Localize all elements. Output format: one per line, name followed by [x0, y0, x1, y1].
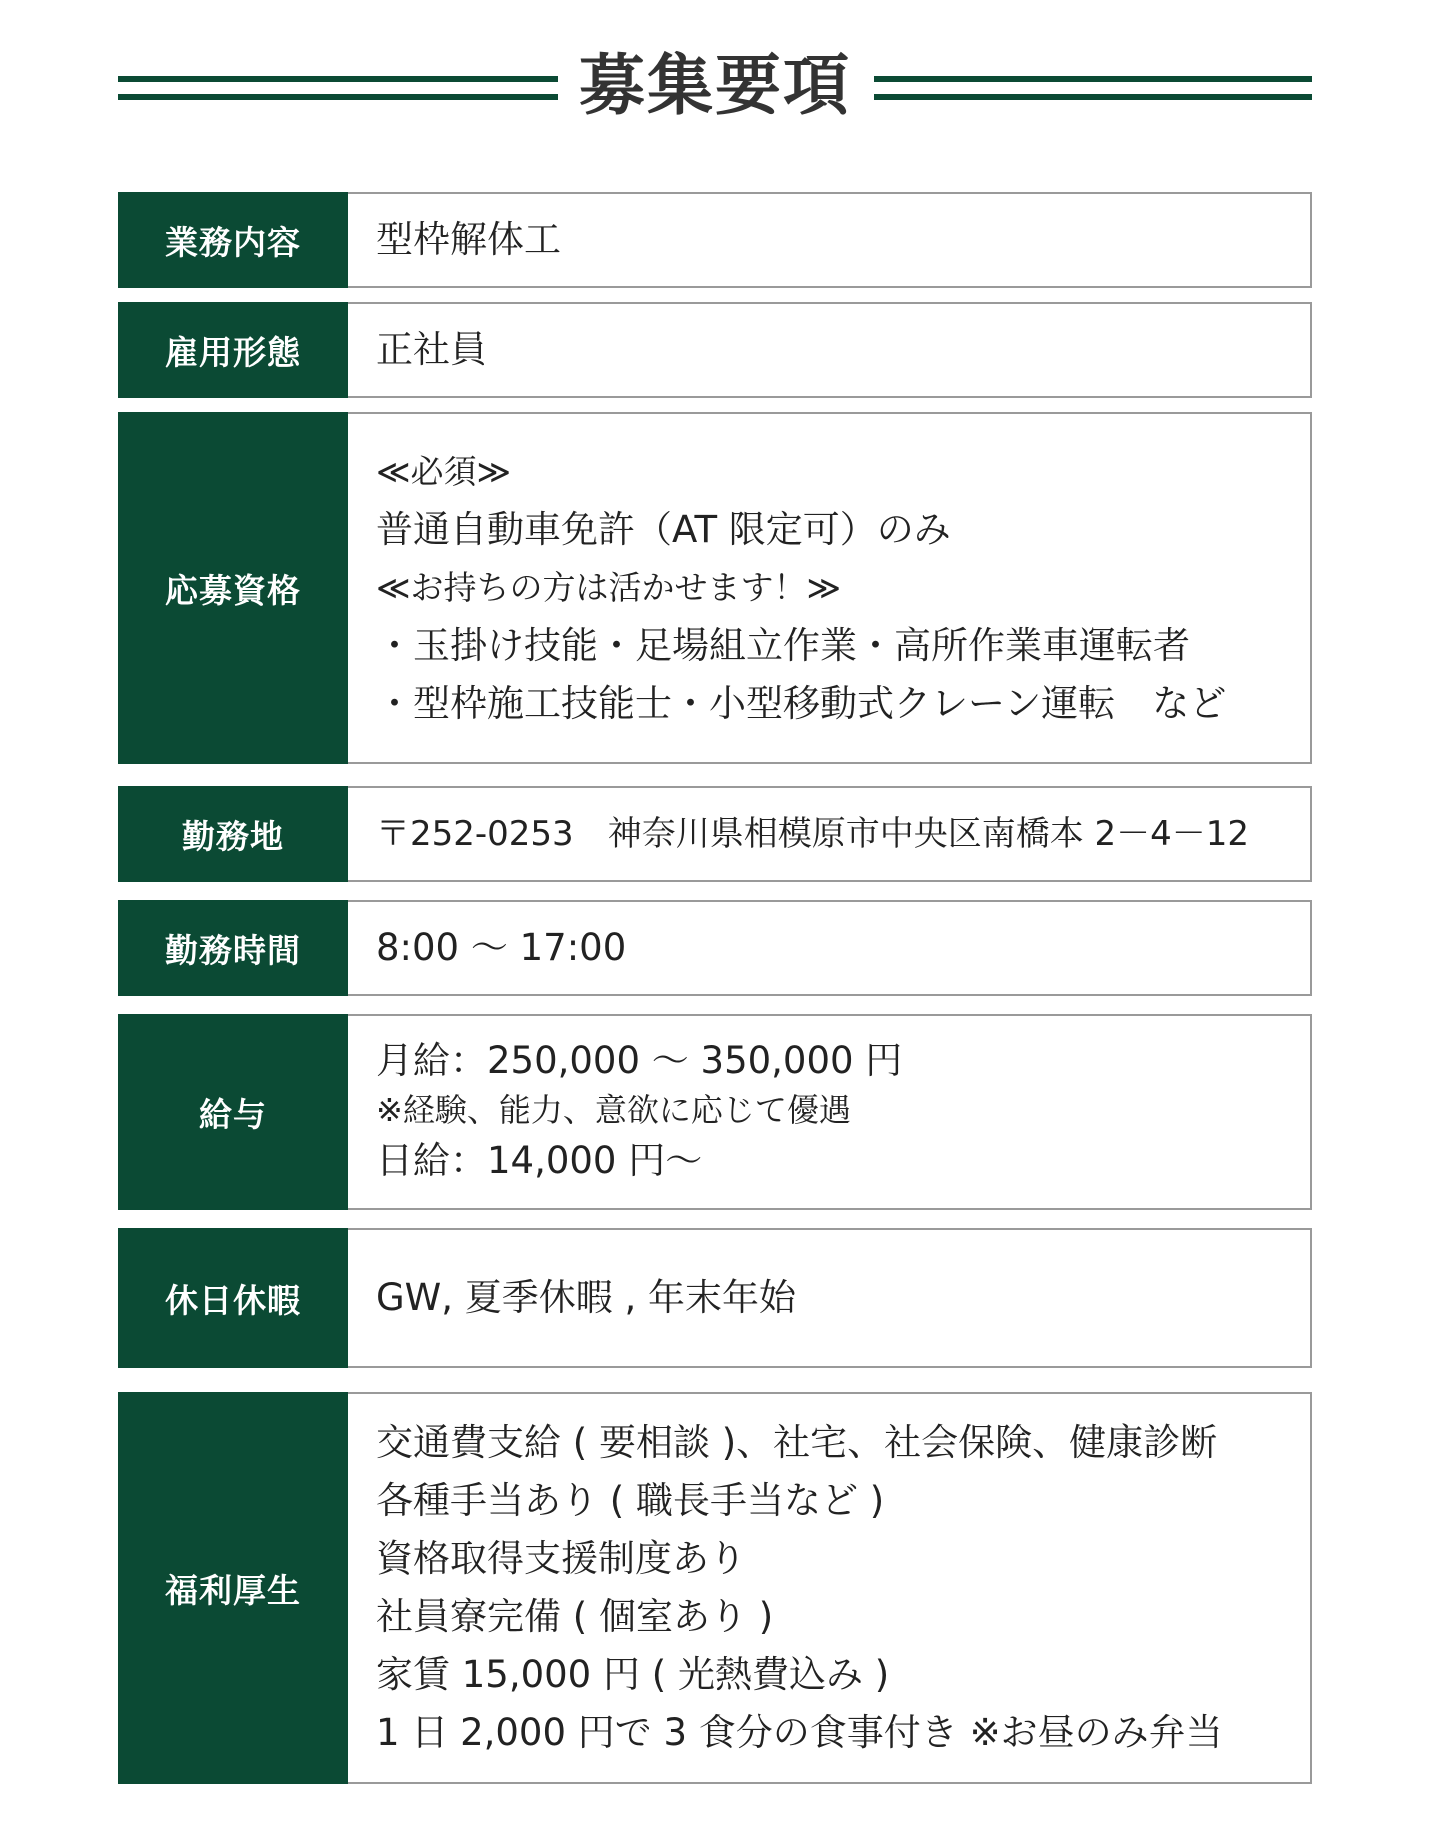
value-line: 型枠解体工	[376, 218, 561, 261]
row-label: 業務内容	[118, 192, 348, 288]
row-value	[348, 192, 1312, 288]
page-title: 募集要項	[579, 47, 851, 124]
row-label: 勤務時間	[118, 900, 348, 996]
row-value	[348, 302, 1312, 398]
table-row-work-location	[118, 786, 1312, 882]
table-row-qualifications	[118, 412, 1312, 764]
table-row-work-hours	[118, 900, 1312, 996]
row-value	[348, 900, 1312, 996]
value-line: ≪お持ちの方は活かせます！≫	[376, 568, 842, 607]
value-line: 8:00 ～ 17:00	[376, 926, 627, 969]
table-row-job-description	[118, 192, 1312, 288]
row-label: 福利厚生	[118, 1392, 348, 1784]
value-line: ・玉掛け技能・足場組立作業・高所作業車運転者	[376, 624, 1190, 667]
table-row-employment-type	[118, 302, 1312, 398]
table-row-holidays	[118, 1228, 1312, 1368]
value-line: 各種手当あり ( 職長手当など )	[376, 1479, 885, 1522]
value-line: 家賃 15,000 円 ( 光熱費込み )	[376, 1653, 890, 1696]
value-line: ・型枠施工技能士・小型移動式クレーン運転 など	[376, 682, 1227, 725]
row-label: 応募資格	[118, 412, 348, 764]
value-line: 〒252-0253 神奈川県相模原市中央区南橋本 2－4－12	[376, 814, 1250, 854]
row-value	[348, 786, 1312, 882]
table-row-benefits	[118, 1392, 1312, 1784]
value-line: 日給：14,000 円～	[376, 1139, 703, 1182]
row-label: 勤務地	[118, 786, 348, 882]
section-heading	[118, 42, 1312, 132]
row-label: 給与	[118, 1014, 348, 1210]
value-line: 普通自動車免許（AT 限定可）のみ	[376, 508, 951, 551]
row-value	[348, 1228, 1312, 1368]
value-line: 資格取得支援制度あり	[376, 1537, 746, 1580]
value-line: 社員寮完備 ( 個室あり )	[376, 1595, 774, 1638]
value-line: 正社員	[376, 328, 487, 371]
value-line: GW, 夏季休暇 , 年末年始	[376, 1276, 797, 1319]
row-value	[348, 1014, 1312, 1210]
value-line: ≪必須≫	[376, 452, 512, 491]
value-line: 月給：250,000 ～ 350,000 円	[376, 1039, 903, 1082]
value-note: ※経験、能力、意欲に応じて優遇	[376, 1091, 851, 1129]
value-line: 交通費支給 ( 要相談 )、社宅、社会保険、健康診断	[376, 1421, 1218, 1464]
row-label: 休日休暇	[118, 1228, 348, 1368]
row-value	[348, 412, 1312, 764]
table-row-salary	[118, 1014, 1312, 1210]
value-line: 1 日 2,000 円で 3 食分の食事付き ※お昼のみ弁当	[376, 1711, 1223, 1754]
row-label: 雇用形態	[118, 302, 348, 398]
row-value	[348, 1392, 1312, 1784]
